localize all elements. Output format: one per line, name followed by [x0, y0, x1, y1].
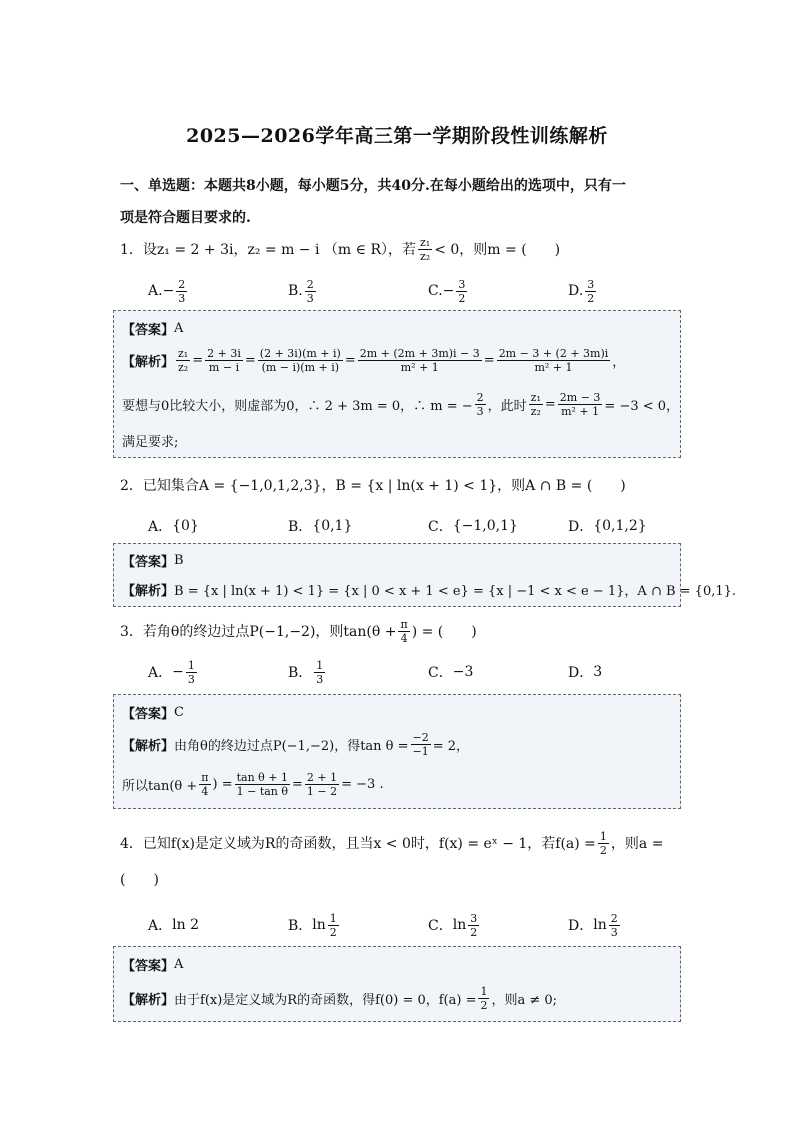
analysis-line-1 [122, 731, 469, 758]
fraction [176, 347, 190, 374]
text-segment: {0,1} [312, 518, 353, 534]
text-segment: ) = [212, 777, 233, 792]
fraction [258, 347, 343, 374]
fraction [497, 347, 611, 374]
text-segment: A． [148, 519, 173, 535]
fraction-denominator: 2 [599, 844, 607, 857]
fraction [585, 278, 596, 305]
answer-line [122, 551, 184, 570]
fraction-numerator: (2 + 3i)(m + i) [259, 347, 341, 360]
fraction-numerator: 2 + 3i [207, 347, 241, 360]
text-segment: = −3 < 0， [604, 399, 680, 414]
option-d [568, 271, 598, 311]
text-segment: = [544, 397, 556, 412]
question-4-stem-line2: ( ) [120, 872, 159, 888]
fraction-numerator: 1 [599, 830, 607, 843]
fraction-denominator: z₂ [530, 405, 541, 418]
question-4-solution-box [113, 946, 681, 1022]
question-3-solution-box [113, 694, 681, 809]
text-segment: ， [612, 355, 626, 370]
option-d [568, 506, 647, 546]
fraction-denominator: 3 [178, 291, 186, 305]
text-segment: ln [593, 917, 607, 933]
question-1-options [148, 271, 688, 311]
fraction [398, 618, 409, 645]
label-tag: 【解析】 [122, 584, 175, 599]
analysis-line-1 [122, 347, 625, 374]
text-segment: D． [568, 519, 594, 535]
answer-line [122, 955, 183, 974]
fraction-numerator: 3 [587, 277, 595, 291]
text-segment: = [244, 353, 256, 368]
fraction [468, 912, 479, 939]
text-segment: C [174, 705, 184, 720]
fraction-numerator: 2 [476, 391, 484, 404]
analysis-line-1 [122, 985, 557, 1012]
text-segment: {0} [172, 518, 199, 534]
text-segment: ) = ( ) [411, 623, 477, 640]
analysis-line-2 [122, 771, 384, 798]
fraction-denominator: 4 [400, 632, 408, 645]
section-heading-line1: 一、单选题：本题共8小题，每小题5分，共40分.在每小题给出的选项中，只有一 [120, 178, 626, 194]
fraction-denominator: 3 [187, 672, 195, 686]
text-segment: 设z₁ = 2 + 3i，z₂ = m − i （m ∈ R），若 [142, 241, 416, 258]
fraction [305, 771, 339, 798]
text-segment: 由角θ的终边过点P(−1,−2)，得tan θ = [174, 739, 409, 754]
option-c [428, 506, 518, 546]
text-segment: {−1,0,1} [452, 518, 518, 534]
text-segment: − [442, 283, 455, 299]
answer-line [122, 319, 183, 338]
fraction-denominator: 3 [306, 291, 314, 305]
text-segment: ，则a = [610, 835, 664, 852]
option-d [568, 905, 622, 945]
text-segment: 2． [120, 478, 143, 494]
question-1-stem [120, 236, 680, 263]
option-d [568, 652, 602, 692]
analysis-line-1 [122, 580, 736, 599]
fraction-denominator: 2 [480, 999, 488, 1012]
text-segment: 要想与0比较大小，则虚部为0，∴ 2 + 3m = 0，∴ m = − [122, 399, 473, 414]
text-segment: = [292, 777, 303, 792]
fraction-denominator: m² + 1 [534, 361, 573, 374]
text-segment: 已知f(x)是定义域为R的奇函数，且当x < 0时，f(x) = eˣ − 1，若f(a) = [142, 835, 596, 852]
text-segment: C. [428, 283, 443, 299]
question-3-options [148, 652, 688, 692]
text-segment: A. [148, 283, 163, 299]
fraction [199, 771, 210, 798]
fraction-numerator: 1 [316, 658, 324, 672]
fraction [186, 659, 197, 686]
fraction-denominator: 3 [316, 672, 324, 686]
question-2-options [148, 506, 688, 546]
fraction-numerator: 2 [306, 277, 314, 291]
fraction-denominator: 1 − tan θ [236, 785, 289, 798]
fraction-numerator: tan θ + 1 [236, 771, 289, 784]
fraction-numerator: 3 [470, 911, 478, 925]
answer-line [122, 703, 184, 722]
section-heading-line2: 项是符合题目要求的. [120, 210, 251, 226]
fraction-numerator: z₁ [420, 236, 431, 249]
option-b [288, 652, 327, 692]
fraction [456, 278, 467, 305]
fraction-denominator: 2 [458, 291, 466, 305]
analysis-line-3: 满足要求; [122, 435, 179, 450]
fraction-denominator: (m − i)(m + i) [261, 361, 340, 374]
text-segment: {0,1,2} [593, 518, 647, 534]
text-segment: A [174, 321, 184, 336]
text-segment: − [172, 664, 184, 680]
fraction-numerator: 1 [187, 658, 195, 672]
text-segment: = −3 . [341, 777, 384, 792]
fraction [598, 830, 609, 857]
text-segment: ln [312, 917, 326, 933]
fraction [529, 391, 543, 418]
text-segment: = [483, 353, 495, 368]
fraction-numerator: −2 [412, 731, 429, 744]
question-1-solution-box [113, 310, 681, 458]
text-segment: C． [428, 665, 453, 681]
text-segment: A． [148, 665, 173, 681]
page-title: 2025—2026学年高三第一学期阶段性训练解析 [186, 125, 608, 147]
fraction-denominator: m² + 1 [561, 405, 600, 418]
text-segment: = 2， [432, 739, 470, 754]
fraction-denominator: −1 [412, 745, 429, 758]
fraction-denominator: 1 − 2 [306, 785, 338, 798]
fraction [411, 731, 431, 758]
label-tag: 【解析】 [122, 993, 175, 1008]
fraction-numerator: 2m − 3 + (2 + 3m)i [498, 347, 609, 360]
question-4-stem [120, 830, 680, 857]
option-a [148, 271, 189, 311]
option-b [288, 506, 352, 546]
option-b [288, 271, 318, 311]
section-heading [120, 170, 680, 234]
text-segment: 3． [120, 623, 143, 640]
text-segment: A． [148, 918, 173, 934]
option-a [148, 506, 199, 546]
fraction [558, 391, 603, 418]
fraction [205, 347, 243, 374]
text-segment: ，则a ≠ 0; [491, 993, 558, 1008]
text-segment: ln [452, 917, 467, 933]
fraction-numerator: 2m + (2m + 3m)i − 3 [359, 347, 480, 360]
fraction [475, 391, 486, 418]
text-segment: − [162, 283, 175, 299]
fraction [328, 912, 339, 939]
text-segment: = [344, 353, 356, 368]
option-a [148, 652, 199, 692]
fraction-numerator: π [201, 771, 209, 784]
option-c [428, 905, 481, 945]
question-3-stem [120, 618, 680, 645]
question-2-solution-box [113, 543, 737, 607]
text-segment: A [174, 957, 184, 972]
label-tag: 【答案】 [122, 959, 175, 974]
text-segment: D． [568, 918, 594, 934]
fraction-denominator: m² + 1 [400, 361, 439, 374]
text-segment: B． [288, 519, 313, 535]
text-segment: 已知集合A = {−1,0,1,2,3}，B = {x | ln(x + 1) < 1}，则A ∩ B = ( ) [142, 478, 626, 494]
fraction-denominator: m − i [208, 361, 240, 374]
fraction-denominator: z₂ [420, 250, 431, 263]
label-tag: 【答案】 [122, 323, 175, 338]
fraction [235, 771, 290, 798]
fraction [176, 278, 187, 305]
fraction-denominator: z₂ [178, 361, 189, 374]
fraction-numerator: z₁ [530, 391, 541, 404]
text-segment: C． [428, 918, 453, 934]
text-segment: B = {x | ln(x + 1) < 1} = {x | 0 < x + 1 < e} = {x | −1 < x < e − 1}，A ∩ B = {0,1}. [174, 584, 737, 599]
question-2-stem [120, 476, 680, 496]
fraction-denominator: 3 [476, 405, 484, 418]
option-c [428, 652, 473, 692]
option-a [148, 905, 199, 945]
text-segment: 3 [593, 664, 603, 680]
fraction-numerator: 1 [480, 985, 488, 998]
text-segment: ln 2 [172, 917, 199, 933]
fraction-denominator: 2 [587, 291, 595, 305]
option-c [428, 271, 469, 311]
fraction-numerator: 2m − 3 [559, 391, 601, 404]
fraction [478, 985, 489, 1012]
text-segment: B． [288, 665, 313, 681]
fraction [418, 236, 432, 263]
fraction-numerator: π [400, 618, 408, 631]
label-tag: 【解析】 [122, 739, 175, 754]
text-segment: = [192, 353, 204, 368]
text-segment: < 0，则m = ( ) [434, 241, 561, 258]
label-tag: 【答案】 [122, 555, 175, 570]
question-4-options [148, 905, 688, 945]
fraction-denominator: 2 [470, 925, 478, 939]
fraction [314, 659, 325, 686]
text-segment: 由于f(x)是定义域为R的奇函数，得f(0) = 0，f(a) = [174, 993, 477, 1008]
option-b [288, 905, 341, 945]
analysis-line-2 [122, 391, 679, 418]
fraction-numerator: 3 [458, 277, 466, 291]
fraction [609, 912, 620, 939]
text-segment: 4． [120, 835, 143, 852]
text-segment: C． [428, 519, 453, 535]
fraction-numerator: 2 [610, 911, 618, 925]
text-segment: 所以tan(θ + [122, 779, 198, 794]
fraction-numerator: 2 [178, 277, 186, 291]
fraction-numerator: 2 + 1 [306, 771, 338, 784]
fraction-denominator: 2 [329, 925, 337, 939]
text-segment: B. [288, 283, 303, 299]
text-segment: ，此时 [487, 399, 527, 414]
text-segment: D. [568, 283, 584, 299]
label-tag: 【解析】 [122, 355, 175, 370]
text-segment: B． [288, 918, 313, 934]
text-segment: B [174, 553, 184, 568]
text-segment: 1． [120, 241, 143, 258]
fraction-numerator: 1 [329, 911, 337, 925]
fraction-denominator: 3 [610, 925, 618, 939]
fraction-denominator: 4 [201, 785, 209, 798]
fraction-numerator: z₁ [178, 347, 189, 360]
text-segment: 若角θ的终边过点P(−1,−2)，则tan(θ + [142, 623, 397, 640]
text-segment: −3 [452, 664, 474, 680]
fraction [305, 278, 316, 305]
label-tag: 【答案】 [122, 707, 175, 722]
fraction [358, 347, 482, 374]
text-segment: D． [568, 665, 594, 681]
